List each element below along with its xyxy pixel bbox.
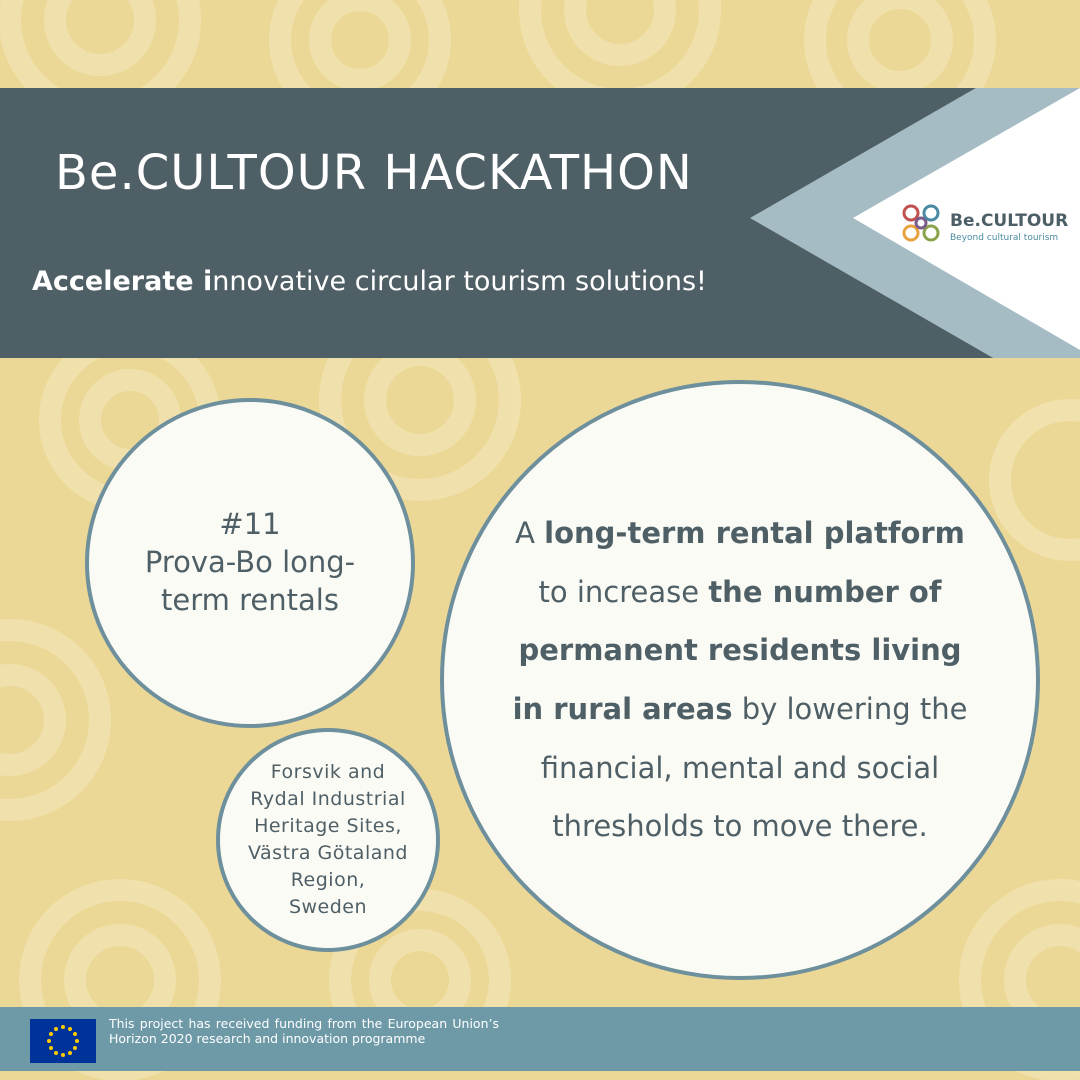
location-line: Rydal Industrial (250, 787, 406, 810)
location-line: Heritage Sites, (254, 814, 402, 837)
project-title-circle (85, 398, 415, 728)
page-subtitle: Accelerate innovative circular tourism solutions! (32, 266, 707, 297)
location-line: Västra Götaland (248, 842, 408, 864)
eu-flag-icon (30, 1019, 96, 1063)
location-line: Region, (290, 869, 366, 892)
page-title: Be.CULTOUR HACKATHON (55, 145, 693, 201)
logo-tagline: Beyond cultural tourism (950, 233, 1059, 243)
project-name-line-1: Prova-Bo long- (144, 545, 356, 580)
description-circle (440, 380, 1040, 980)
project-name-line-2: term rentals (161, 582, 339, 617)
funding-text: This project has received funding from the European Union’s Horizon 2020 research and innovation programme (109, 1016, 499, 1046)
location-line: Forsvik and (270, 760, 386, 783)
logo-name: Be.CULTOUR (950, 211, 1069, 231)
project-description: A long-term rental platform to increase the number of permanent residents living in rural areas by lowering the financial, mental and social thresholds to move there. (512, 516, 968, 844)
project-number: #11 (219, 507, 281, 542)
funding-footer (0, 1007, 1080, 1071)
becultour-logo (898, 200, 1068, 250)
location-circle (216, 728, 440, 952)
logo-mark-icon (898, 200, 944, 246)
location-line: Sweden (288, 896, 368, 919)
